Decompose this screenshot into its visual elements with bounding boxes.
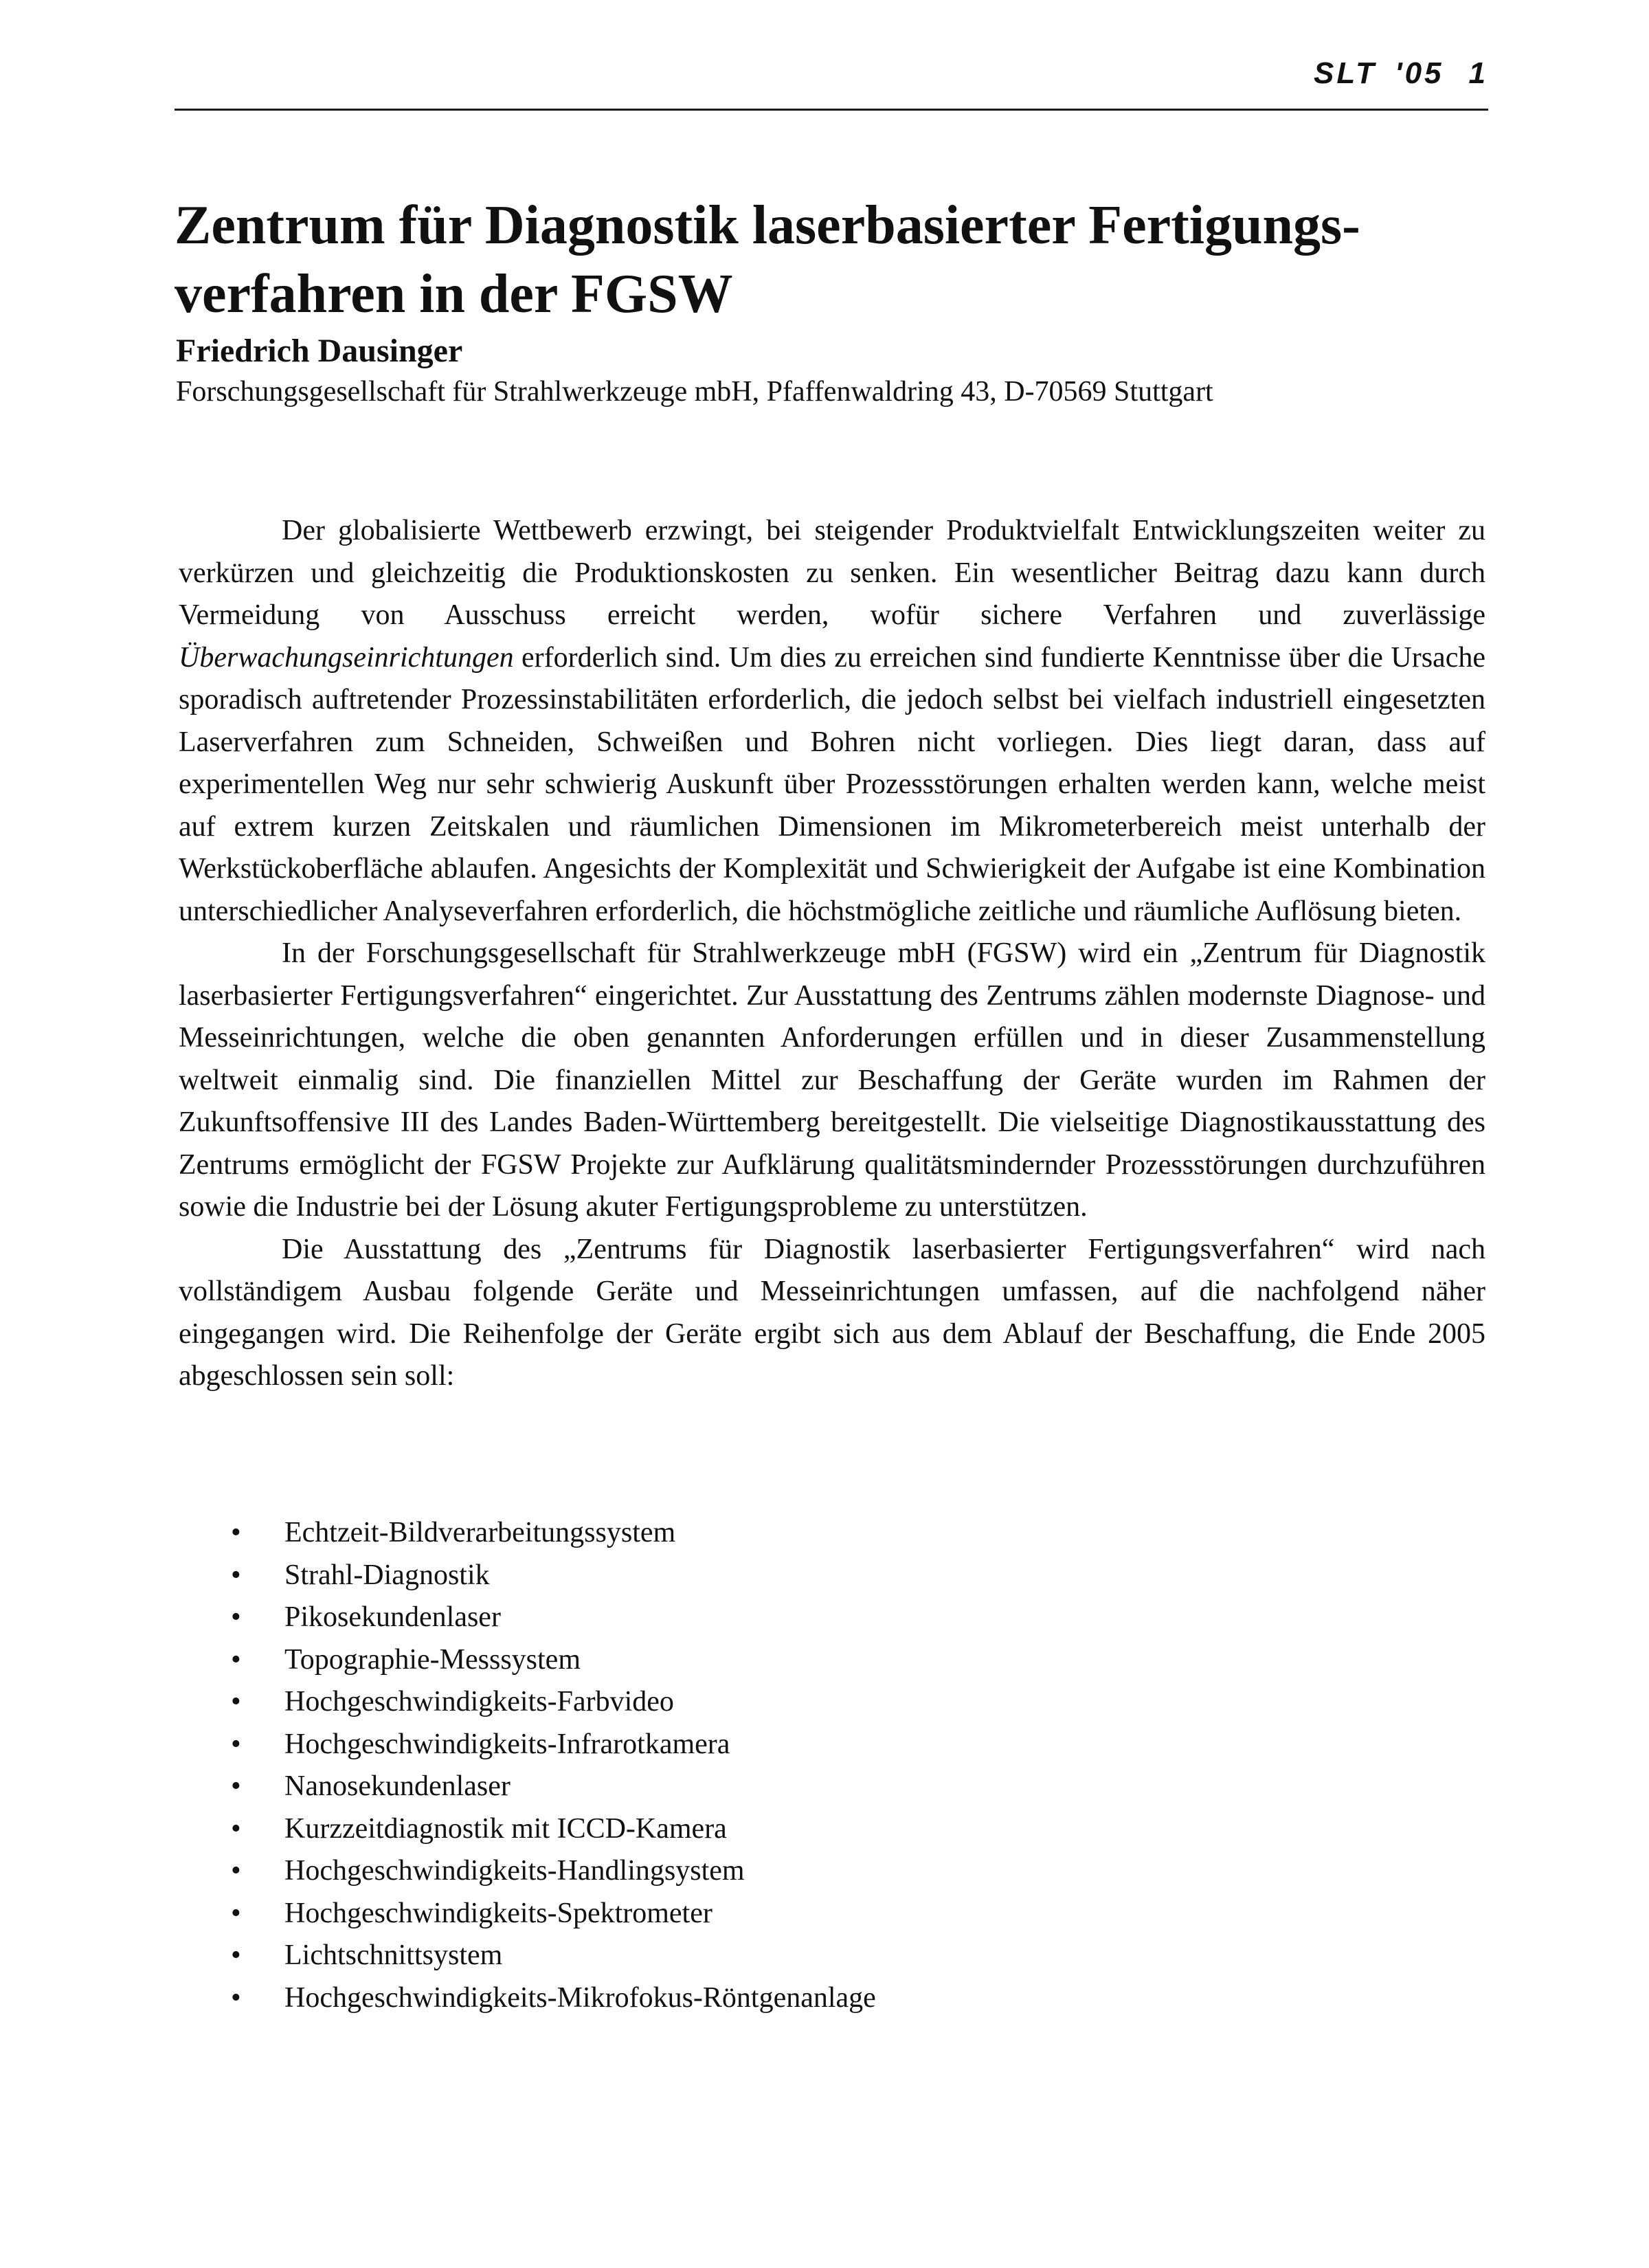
- list-item: [179, 1808, 1415, 1851]
- list-item: [179, 1935, 1415, 1977]
- list-item-text: Nanosekundenlaser: [284, 1770, 511, 1802]
- list-item: [179, 1724, 1415, 1766]
- emphasized-term: Überwachungseinrichtungen: [179, 641, 514, 674]
- list-item-text: Topographie-Messsystem: [284, 1643, 581, 1676]
- list-item: [179, 1597, 1415, 1639]
- list-item-text: Echtzeit-Bildverarbeitungssystem: [284, 1517, 676, 1548]
- paragraph-1: [179, 510, 1485, 933]
- paragraph-1-text-start: Der globalisierte Wettbewerb erzwingt, bei steigender Produktvielfalt Entwicklungszeiten weiter zu verkürzen und gleichzeitig die Produktionskosten zu senken. Ein wesentlicher Beitrag dazu kann durch Vermeidung von Ausschuss erreicht werden, wofür sichere Verfahren und zuverlässige: [179, 515, 1485, 631]
- article-title: Zentrum für Diagnostik laserbasierter Fertigungsverfahren in der FGSW: [175, 195, 1360, 324]
- bullet-icon: •: [231, 1770, 241, 1802]
- list-item: [179, 1681, 1415, 1724]
- bullet-icon: •: [231, 1601, 241, 1633]
- article-body: [179, 510, 1485, 1398]
- bullet-icon: •: [231, 1939, 241, 1971]
- running-head: [1314, 56, 1488, 91]
- bullet-icon: •: [231, 1812, 241, 1845]
- list-item-text: Pikosekundenlaser: [284, 1601, 501, 1633]
- list-item-text: Hochgeschwindigkeits-Mikrofokus-Röntgenanlage: [284, 1981, 876, 2014]
- list-item-text: Hochgeschwindigkeits-Infrarotkamera: [284, 1728, 730, 1760]
- page-number: 1: [1468, 56, 1488, 90]
- list-item-text: Lichtschnittsystem: [284, 1939, 503, 1971]
- bullet-icon: •: [231, 1517, 241, 1548]
- author-name: Friedrich Dausinger: [176, 333, 463, 369]
- bullet-icon: •: [231, 1559, 241, 1591]
- list-item: [179, 1555, 1415, 1597]
- bullet-icon: •: [231, 1643, 241, 1676]
- bullet-icon: •: [231, 1686, 241, 1717]
- bullet-icon: •: [231, 1728, 241, 1760]
- list-item-text: Kurzzeitdiagnostik mit ICCD-Kamera: [284, 1812, 727, 1845]
- list-item: [179, 1639, 1415, 1682]
- bullet-icon: •: [231, 1897, 241, 1929]
- list-item-text: Strahl-Diagnostik: [284, 1559, 490, 1591]
- paragraph-2: In der Forschungsgesellschaft für Strahlwerkzeuge mbH (FGSW) wird ein „Zentrum für Diagnostik laserbasierter Fertigungsverfahren“ eingerichtet. Zur Ausstattung des Zentrums zählen modernste Diagnose- und Messeinrichtungen, welche die oben genannten Anforderungen erfüllen und in dieser Zusammenstellung weltweit einmalig sind. Die finanziellen Mittel zur Beschaffung der Geräte wurden im Rahmen der Zukunftsoffensive III des Landes Baden-Württemberg bereitgestellt. Die vielseitige Diagnostikausstattung des Zentrums ermöglicht der FGSW Projekte zur Aufklärung qualitätsmindernder Prozessstörungen durchzuführen sowie die Industrie bei der Lösung akuter Fertigungsprobleme zu unterstützen.: [179, 937, 1485, 1223]
- list-item: [179, 1977, 1415, 2020]
- list-item: [179, 1766, 1415, 1808]
- running-title: SLT '05: [1314, 56, 1444, 90]
- list-item-text: Hochgeschwindigkeits-Farbvideo: [284, 1686, 674, 1717]
- list-item: [179, 1893, 1415, 1935]
- paragraph-3: Die Ausstattung des „Zentrums für Diagnostik laserbasierter Fertigungsverfahren“ wird nach vollständigem Ausbau folgende Geräte und Messeinrichtungen umfassen, auf die nachfolgend näher eingegangen wird. Die Reihenfolge der Geräte ergibt sich aus dem Ablauf der Beschaffung, die Ende 2005 abgeschlossen sein soll:: [179, 1233, 1485, 1392]
- bullet-icon: •: [231, 1855, 241, 1887]
- list-item: [179, 1850, 1415, 1893]
- paragraph-1-text-end: erforderlich sind. Um dies zu erreichen sind fundierte Kenntnisse über die Ursache sporadisch auftretender Prozessinstabilitäten erforderlich, die jedoch selbst bei vielfach industriell eingesetzten Laserverfahren zum Schneiden, Schweißen und Bohren nicht vorliegen. Dies liegt daran, dass auf experimentellen Weg nur sehr schwierig Auskunft über Prozessstörungen erhalten werden kann, welche meist auf extrem kurzen Zeitskalen und räumlichen Dimensionen im Mikrometerbereich meist unterhalb der Werkstückoberfläche ablaufen. Angesichts der Komplexität und Schwierigkeit der Aufgabe ist eine Kombination unterschiedlicher Analyseverfahren erforderlich, die höchstmögliche zeitliche und räumliche Auflösung bieten.: [179, 641, 1485, 927]
- equipment-list: [179, 1512, 1415, 2019]
- author-affiliation: Forschungsgesellschaft für Strahlwerkzeuge mbH, Pfaffenwaldring 43, D-70569 Stuttgart: [176, 376, 1213, 408]
- list-item: [179, 1512, 1415, 1555]
- page-header: [175, 47, 1488, 111]
- list-item-text: Hochgeschwindigkeits-Handlingsystem: [284, 1855, 745, 1887]
- list-item-text: Hochgeschwindigkeits-Spektrometer: [284, 1897, 713, 1929]
- bullet-icon: •: [231, 1981, 241, 2014]
